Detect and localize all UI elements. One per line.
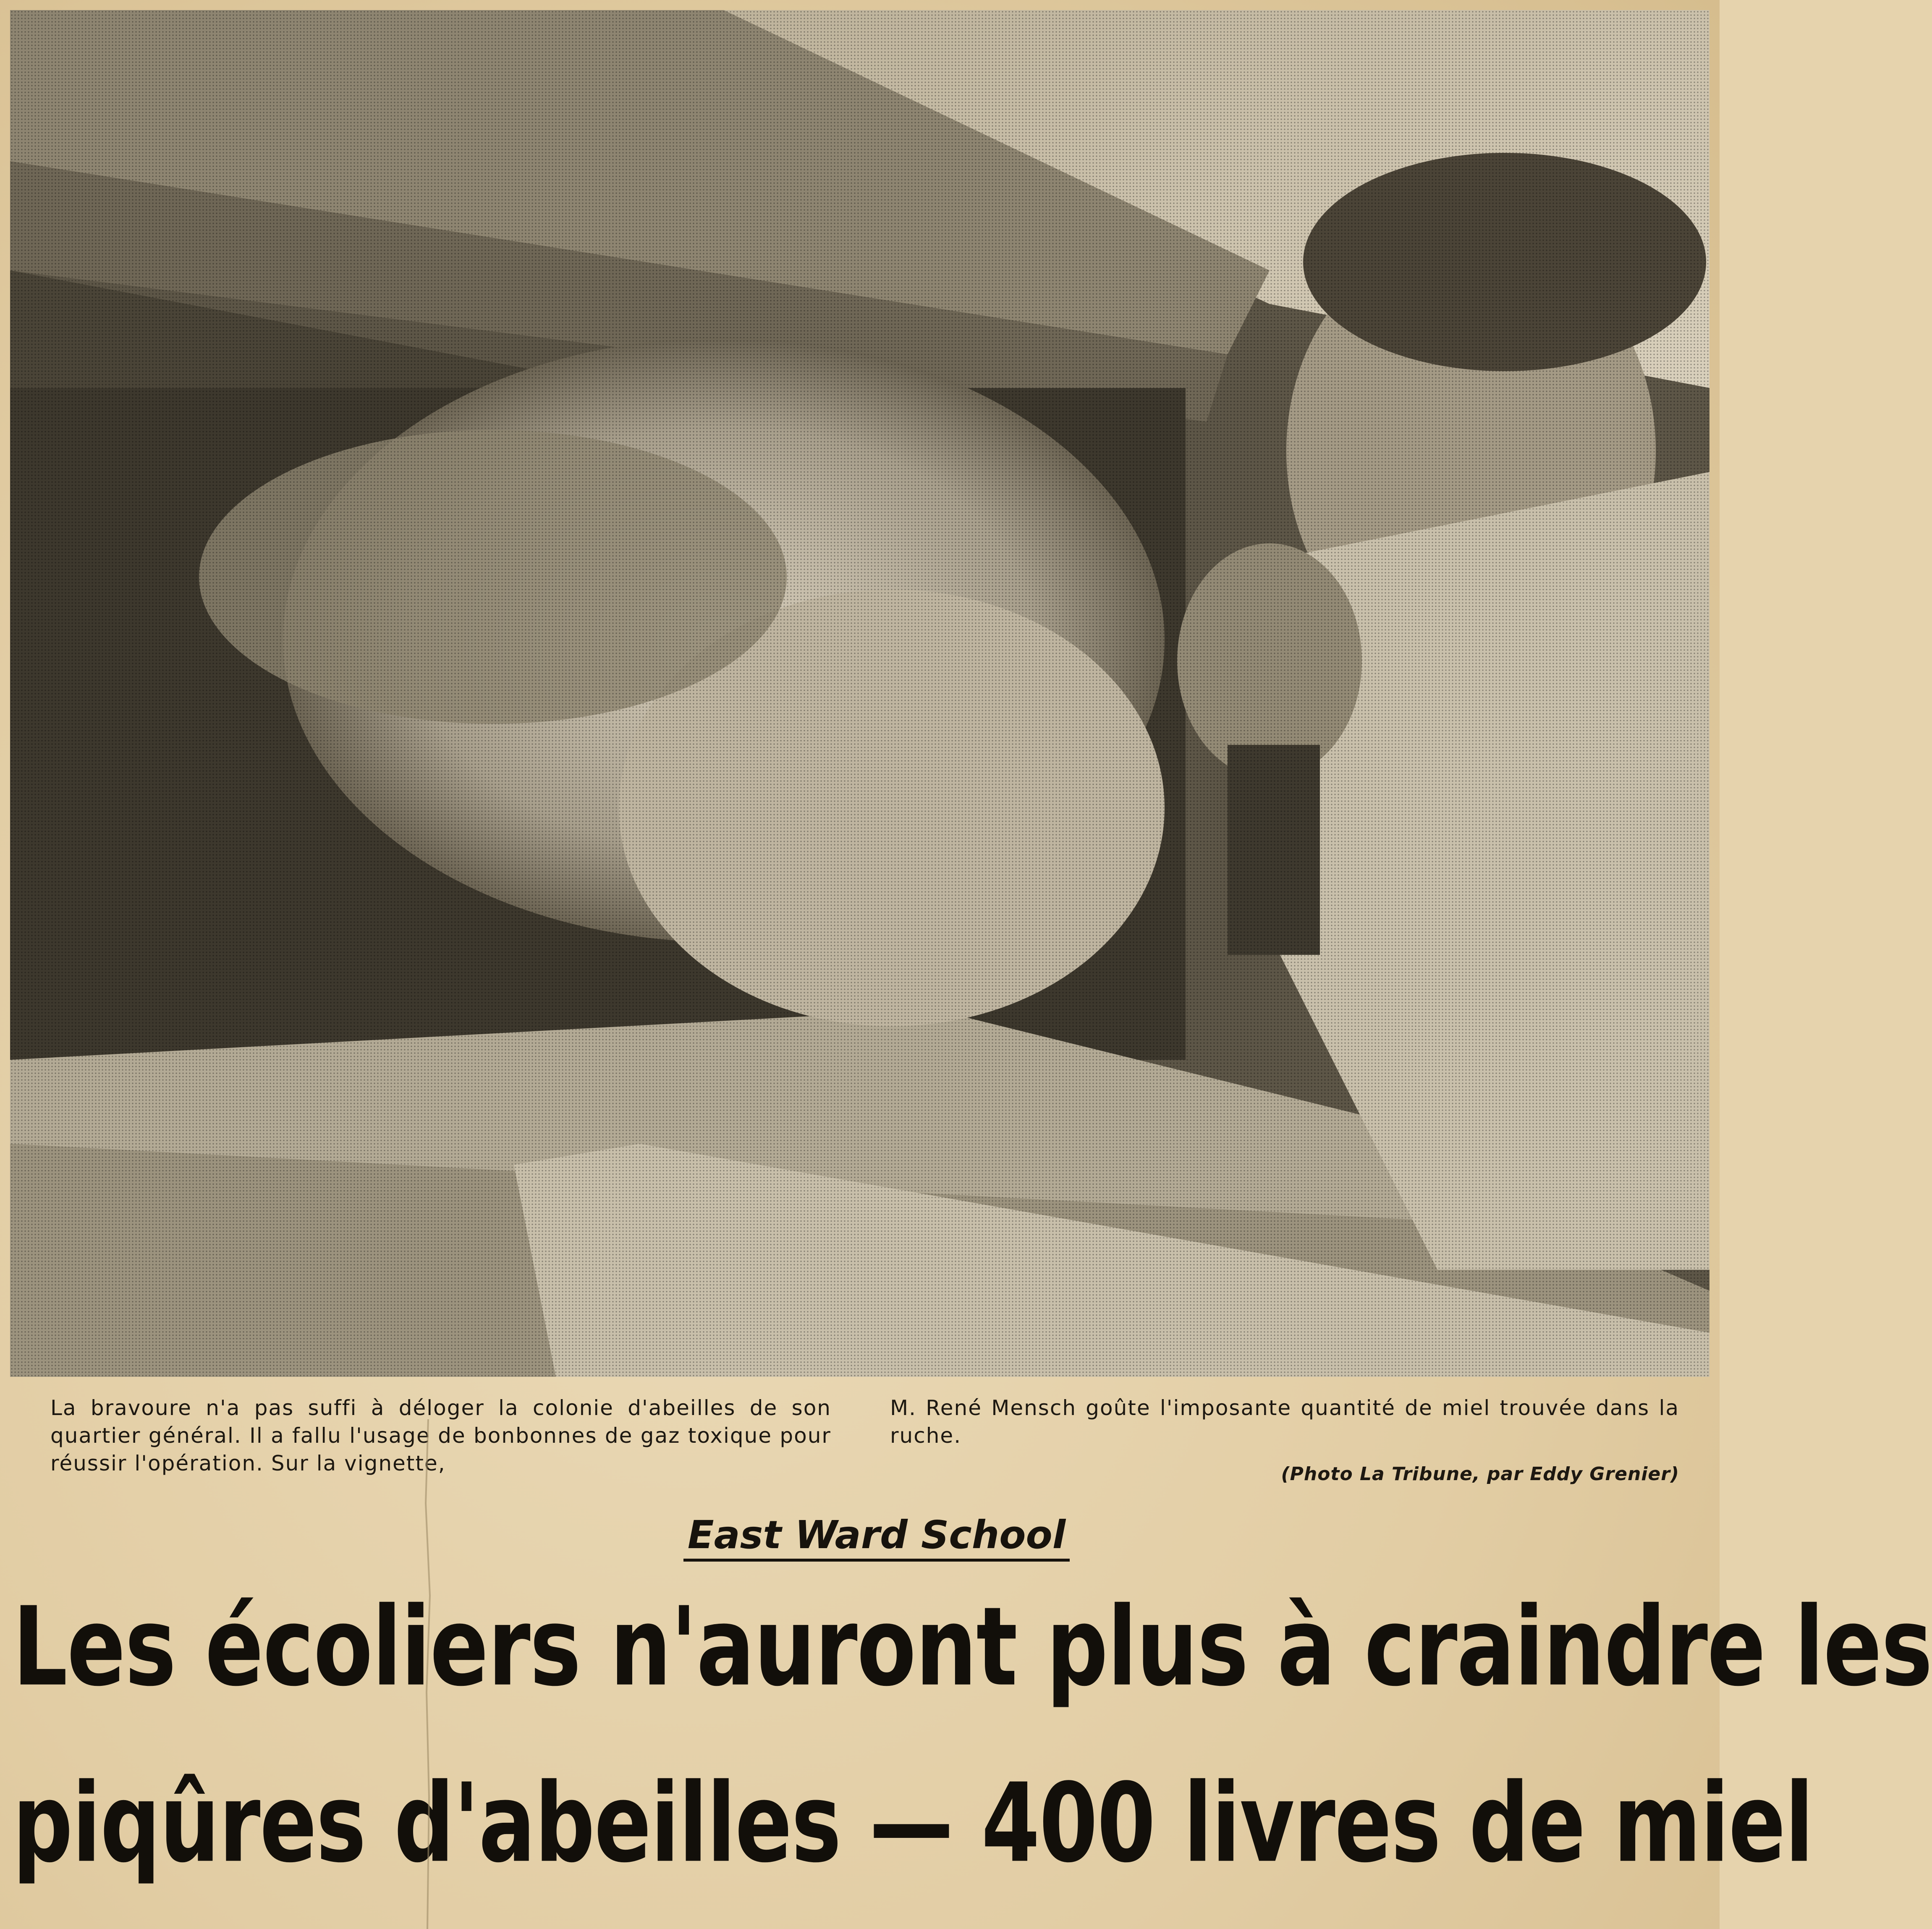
beehive-photo-icon (10, 10, 1709, 1377)
kicker-label: East Ward School (683, 1512, 1070, 1562)
headline-line-1: Les écoliers n'auront plus à craindre les (13, 1583, 1932, 1711)
beehive-photo (10, 10, 1709, 1377)
headline-line-2: piqûres d'abeilles — 400 livres de miel (13, 1759, 1813, 1887)
kicker-section (0, 1512, 1720, 1562)
paper-crease-icon (420, 1419, 437, 1929)
photo-caption-right: M. René Mensch goûte l'imposante quantité de miel trouvée dans la ruche. (890, 1396, 1679, 1448)
photo-caption-left: La bravoure n'a pas suffi à déloger la colonie d'abeilles de son quartier général. Il a fallu l'usage de bonbonnes de gaz toxique pour réussir l'opération. Sur la vignette, (50, 1396, 831, 1476)
photo-credit: (Photo La Tribune, par Eddy Grenier) (1281, 1463, 1679, 1485)
